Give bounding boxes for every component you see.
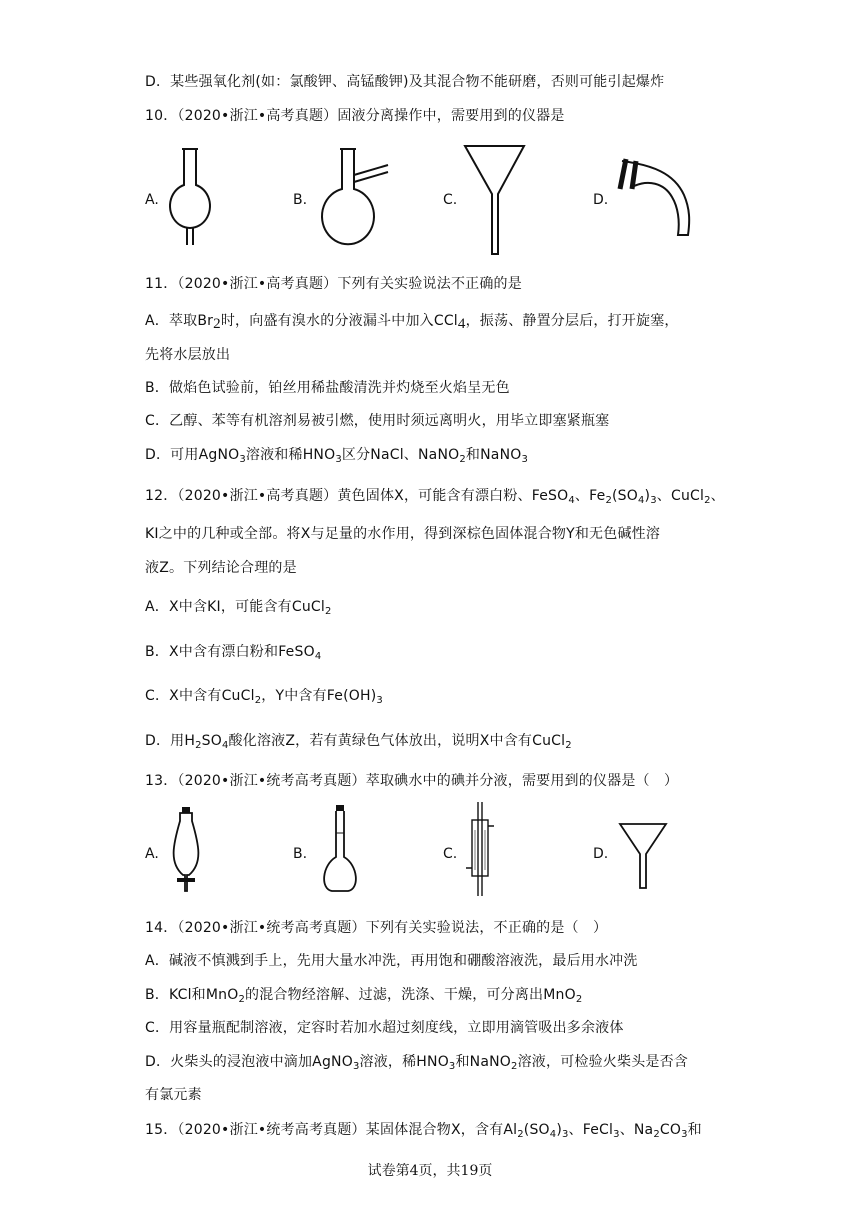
question-11: 11．（2020•浙江•高考真题）下列有关实验说法不正确的是 bbox=[145, 276, 522, 292]
q11-option-b: B．做焰色试验前，铂丝用稀盐酸清洗并灼烧至火焰呈无色 bbox=[145, 380, 510, 396]
separatory-funnel-figure bbox=[165, 805, 207, 895]
q13-option-a-label: A. bbox=[145, 846, 159, 862]
q14-option-d: D．火柴头的浸泡液中滴加AgNO$_3$溶液，稀$HNO_3$和NaNO$_2$溶液，可检验火柴头是否含 bbox=[145, 1054, 688, 1072]
q14-option-d-cont: 有氯元素 bbox=[145, 1087, 202, 1103]
q12-option-b: B．X中含有漂白粉和FeSO$_4$ bbox=[145, 644, 322, 662]
q13-option-b-label: B. bbox=[293, 846, 308, 862]
funnel-figure-2 bbox=[618, 820, 668, 892]
q13-option-d-label: D. bbox=[593, 846, 609, 862]
volumetric-flask-figure bbox=[318, 803, 362, 895]
q12-option-a: A．X中含KI，可能含有CuCl$_2$ bbox=[145, 599, 332, 617]
round-bottom-flask-figure bbox=[160, 145, 220, 255]
condenser-figure bbox=[462, 800, 498, 900]
q14-option-b: B．KCl和MnO$_2$的混合物经溶解、过滤，洗涤、干燥，可分离出MnO$_2$ bbox=[145, 987, 583, 1005]
question-15: 15．（2020•浙江•统考高考真题）某固体混合物X，含有$Al_2(SO_4)_3$、FeCl$_3$、$Na_2CO_3$和 bbox=[145, 1122, 702, 1140]
q13-option-c-label: C. bbox=[443, 846, 458, 862]
q11-option-a-cont: 先将水层放出 bbox=[145, 347, 231, 363]
page-footer: 试卷第4页，共19页 bbox=[367, 1163, 493, 1179]
q10-option-a-label: A. bbox=[145, 192, 159, 208]
q10-option-c-label: C. bbox=[443, 192, 458, 208]
question-12-line3: 液Z。下列结论合理的是 bbox=[145, 560, 297, 576]
q10-option-d-label: D. bbox=[593, 192, 609, 208]
funnel-figure bbox=[462, 142, 528, 260]
question-14: 14．（2020•浙江•统考高考真题）下列有关实验说法，不正确的是（ ） bbox=[145, 920, 608, 936]
question-12-line2: KI之中的几种或全部。将X与足量的水作用，得到深棕色固体混合物Y和无色碱性溶 bbox=[145, 526, 661, 542]
q12-option-d: D．用$H_2SO_4$酸化溶液Z，若有黄绿色气体放出，说明X中含有CuCl$_2$ bbox=[145, 733, 572, 751]
option-d-text: D．某些强氧化剂(如：氯酸钾、高锰酸钾)及其混合物不能研磨，否则可能引起爆炸 bbox=[145, 74, 665, 90]
q12-option-c: C．X中含有CuCl$_2$，Y中含有$Fe(OH)_3$ bbox=[145, 688, 383, 706]
question-13: 13．（2020•浙江•统考高考真题）萃取碘水中的碘并分液，需要用到的仪器是（ ） bbox=[145, 773, 679, 789]
distillation-flask-figure bbox=[312, 145, 392, 260]
question-12: 12．（2020•浙江•高考真题）黄色固体X，可能含有漂白粉、FeSO$_4$、$Fe_2(SO_4)_3$、CuCl$_2$、 bbox=[145, 488, 725, 506]
curved-tube-figure bbox=[612, 155, 702, 245]
q14-option-a: A．碱液不慎溅到手上，先用大量水冲洗，再用饱和硼酸溶液洗，最后用水冲洗 bbox=[145, 953, 638, 969]
q11-option-d: D．可用AgNO$_3$溶液和稀$HNO_3$区分NaCl、NaNO$_2$和NaNO$_3$ bbox=[145, 447, 529, 465]
q11-option-c: C．乙醇、苯等有机溶剂易被引燃，使用时须远离明火，用毕立即塞紧瓶塞 bbox=[145, 413, 610, 429]
q11-option-a: A．萃取$Br_2$时，向盛有溴水的分液漏斗中加入CCl$_4$，振荡、静置分层后，打开旋塞， bbox=[145, 313, 679, 332]
q14-option-c: C．用容量瓶配制溶液，定容时若加水超过刻度线，立即用滴管吸出多余液体 bbox=[145, 1020, 624, 1036]
q10-option-b-label: B. bbox=[293, 192, 308, 208]
question-10: 10．（2020•浙江•高考真题）固液分离操作中，需要用到的仪器是 bbox=[145, 108, 565, 124]
